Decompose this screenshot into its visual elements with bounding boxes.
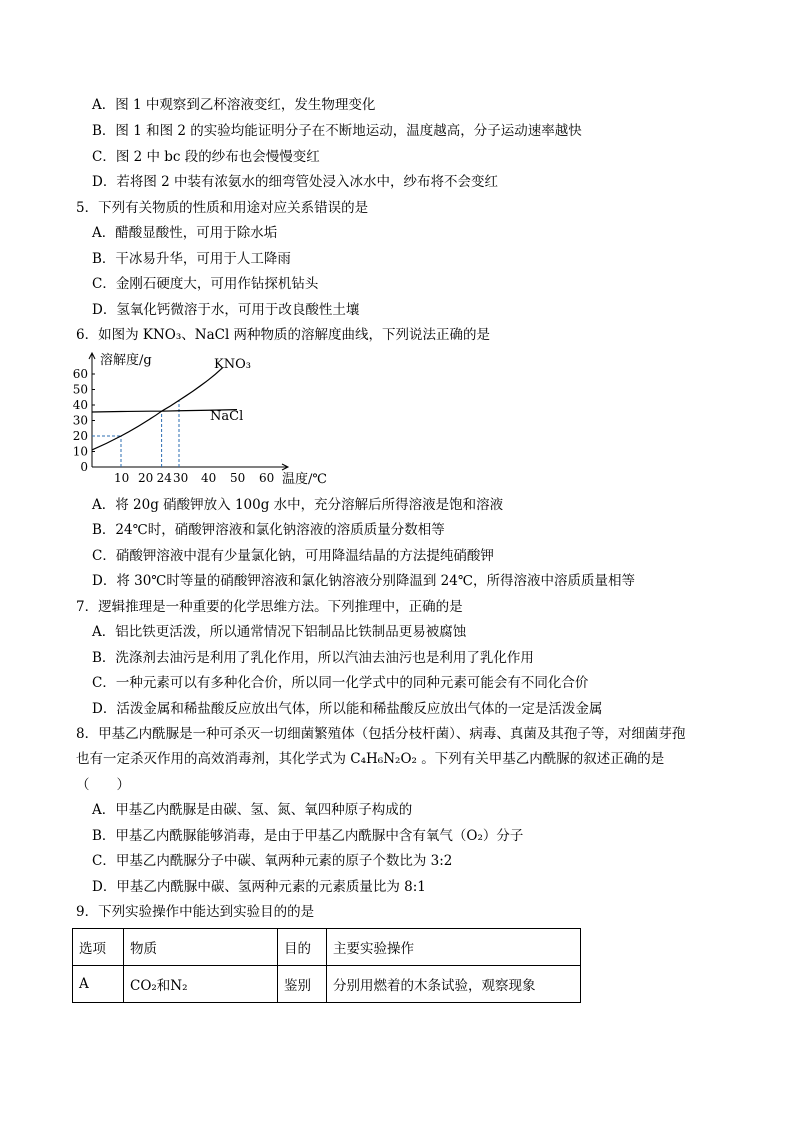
series-label-kno3: KNO₃ — [214, 357, 251, 372]
table-header-cell: 主要实验操作 — [327, 929, 581, 966]
q4-option-d: D．若将图 2 中装有浓氨水的细弯管处浸入冰水中，纱布将不会变红 — [92, 174, 498, 190]
y-tick-label: 10 — [72, 444, 88, 459]
table-cell: CO₂和N₂ — [124, 966, 278, 1003]
table-cell: 分别用燃着的木条试验，观察现象 — [327, 966, 581, 1003]
q5-option-b: B．干冰易升华，可用于人工降雨 — [92, 251, 291, 267]
table-cell: 鉴别 — [278, 966, 327, 1003]
y-tick-label: 40 — [72, 398, 88, 412]
q6-option-a: A．将 20g 硝酸钾放入 100g 水中，充分溶解后所得溶液是饱和溶液 — [92, 497, 504, 513]
q6-stem: 6．如图为 KNO₃、NaCl 两种物质的溶解度曲线，下列说法正确的是 — [76, 327, 491, 343]
q5-option-c: C．金刚石硬度大，可用作钻探机钻头 — [92, 276, 319, 292]
q8-option-d: D．甲基乙内酰脲中碳、氢两种元素的元素质量比为 8:1 — [92, 879, 426, 895]
q4-option-c: C．图 2 中 bc 段的纱布也会慢慢变红 — [92, 149, 320, 165]
y-tick-label: 60 — [72, 367, 88, 381]
table-row — [73, 966, 581, 1003]
x-tick-label: 60 — [259, 471, 275, 485]
y-axis-label: 溶解度/g — [100, 353, 152, 368]
table-header-cell: 目的 — [278, 929, 327, 966]
q8-stem-line2: 也有一定杀灭作用的高效消毒剂，其化学式为 C₄H₆N₂O₂ 。下列有关甲基乙内酰脲的叙述正确的是 — [76, 751, 665, 767]
x-tick-label: 30 — [173, 471, 189, 485]
q7-stem: 7．逻辑推理是一种重要的化学思维方法。下列推理中，正确的是 — [76, 599, 463, 615]
table-header-cell: 物质 — [124, 929, 278, 966]
q8-stem-line1: 8．甲基乙内酰脲是一种可杀灭一切细菌繁殖体（包括分枝杆菌）、病毒、真菌及其孢子等，对细菌芽孢 — [76, 726, 686, 742]
x-tick-label: 50 — [230, 471, 246, 485]
q5-stem: 5．下列有关物质的性质和用途对应关系错误的是 — [76, 200, 369, 216]
q4-option-a: A．图 1 中观察到乙杯溶液变红，发生物理变化 — [92, 97, 376, 113]
q4-option-b: B．图 1 和图 2 的实验均能证明分子在不断地运动，温度越高，分子运动速率越快 — [92, 123, 582, 139]
series-line-kno3 — [92, 368, 223, 450]
x-tick-label: 20 — [138, 471, 154, 485]
q8-stem-line3: （ ） — [76, 777, 130, 793]
q6-option-d: D．将 30℃时等量的硝酸钾溶液和氯化钠溶液分别降温到 24℃，所得溶液中溶质质量相等 — [92, 573, 635, 589]
q8-option-c: C．甲基乙内酰脲分子中碳、氧两种元素的原子个数比为 3:2 — [92, 853, 453, 869]
q6-option-b: B．24℃时，硝酸钾溶液和氯化钠溶液的溶质质量分数相等 — [92, 522, 445, 538]
q9-table — [72, 928, 581, 1003]
y-tick-label: 50 — [72, 382, 88, 397]
q8-option-b: B．甲基乙内酰脲能够消毒，是由于甲基乙内酰脲中含有氧气（O₂）分子 — [92, 828, 524, 844]
chart-guides — [92, 400, 179, 467]
q5-option-d: D．氢氧化钙微溶于水，可用于改良酸性土壤 — [92, 302, 360, 318]
q9-stem: 9．下列实验操作中能达到实验目的的是 — [76, 904, 315, 920]
x-axis-label: 温度/℃ — [282, 472, 327, 487]
solubility-chart — [70, 350, 327, 490]
series-label-nacl: NaCl — [210, 409, 244, 424]
table-header-row — [73, 929, 581, 966]
y-tick-label: 0 — [80, 460, 88, 474]
q8-option-a: A．甲基乙内酰脲是由碳、氢、氮、氧四种原子构成的 — [92, 802, 413, 818]
q7-option-b: B．洗涤剂去油污是利用了乳化作用，所以汽油去油污也是利用了乳化作用 — [92, 650, 534, 666]
q5-option-a: A．醋酸显酸性，可用于除水垢 — [92, 225, 278, 241]
x-tick-label: 10 — [114, 471, 130, 485]
x-tick-label: 40 — [201, 471, 217, 485]
q7-option-a: A．铝比铁更活泼，所以通常情况下铝制品比铁制品更易被腐蚀 — [92, 624, 467, 640]
x-tick-label: 24 — [156, 471, 172, 485]
table-header-cell: 选项 — [73, 929, 124, 966]
table-cell: A — [73, 966, 124, 1003]
y-tick-label: 30 — [72, 413, 88, 428]
q6-option-c: C．硝酸钾溶液中混有少量氯化钠，可用降温结晶的方法提纯硝酸钾 — [92, 548, 494, 564]
y-tick-label: 20 — [72, 429, 88, 443]
q7-option-c: C．一种元素可以有多种化合价，所以同一化学式中的同种元素可能会有不同化合价 — [92, 675, 589, 691]
q7-option-d: D．活泼金属和稀盐酸反应放出气体，所以能和稀盐酸反应放出气体的一定是活泼金属 — [92, 701, 603, 717]
